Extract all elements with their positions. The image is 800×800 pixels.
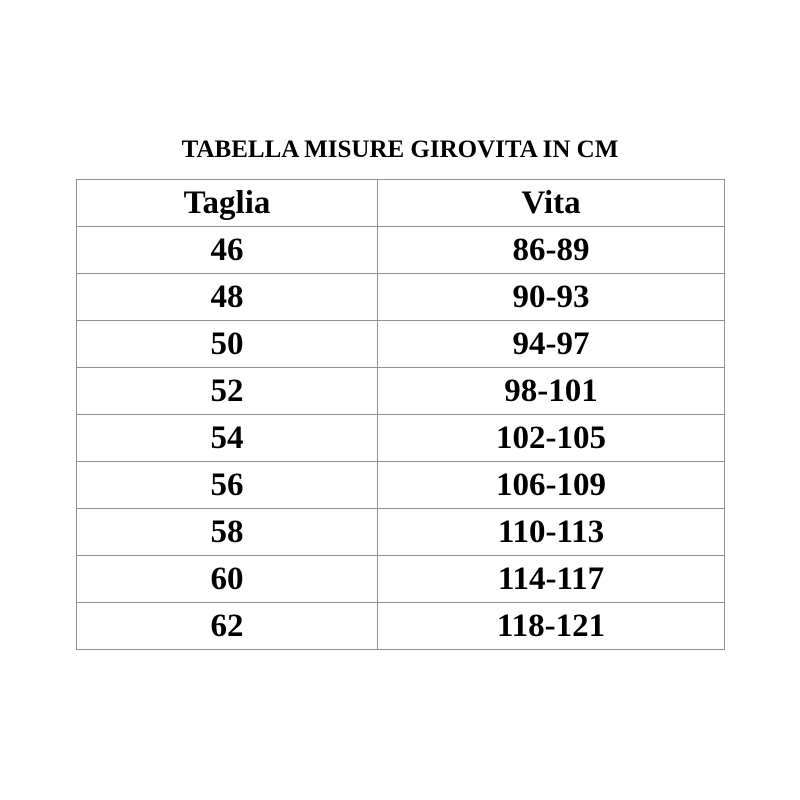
table-row [77, 415, 725, 462]
waist-cell: 102-105 [378, 415, 725, 462]
waist-cell: 114-117 [378, 556, 725, 603]
size-cell: 48 [77, 274, 378, 321]
size-cell: 52 [77, 368, 378, 415]
waist-cell: 94-97 [378, 321, 725, 368]
size-cell: 62 [77, 603, 378, 650]
size-cell: 56 [77, 462, 378, 509]
table-row [77, 321, 725, 368]
table-row [77, 509, 725, 556]
size-cell: 46 [77, 227, 378, 274]
waist-cell: 90-93 [378, 274, 725, 321]
table-row [77, 462, 725, 509]
table-row [77, 556, 725, 603]
size-cell: 54 [77, 415, 378, 462]
size-table [76, 179, 725, 650]
waist-cell: 106-109 [378, 462, 725, 509]
table-row [77, 274, 725, 321]
waist-cell: 110-113 [378, 509, 725, 556]
size-cell: 58 [77, 509, 378, 556]
table-row [77, 227, 725, 274]
page-title: TABELLA MISURE GIROVITA IN CM [181, 136, 619, 163]
table-row [77, 368, 725, 415]
table-row [77, 603, 725, 650]
table-header-row [77, 180, 725, 227]
size-cell: 60 [77, 556, 378, 603]
waist-cell: 98-101 [378, 368, 725, 415]
column-header-taglia: Taglia [77, 180, 378, 227]
waist-cell: 86-89 [378, 227, 725, 274]
waist-cell: 118-121 [378, 603, 725, 650]
size-cell: 50 [77, 321, 378, 368]
column-header-vita: Vita [378, 180, 725, 227]
